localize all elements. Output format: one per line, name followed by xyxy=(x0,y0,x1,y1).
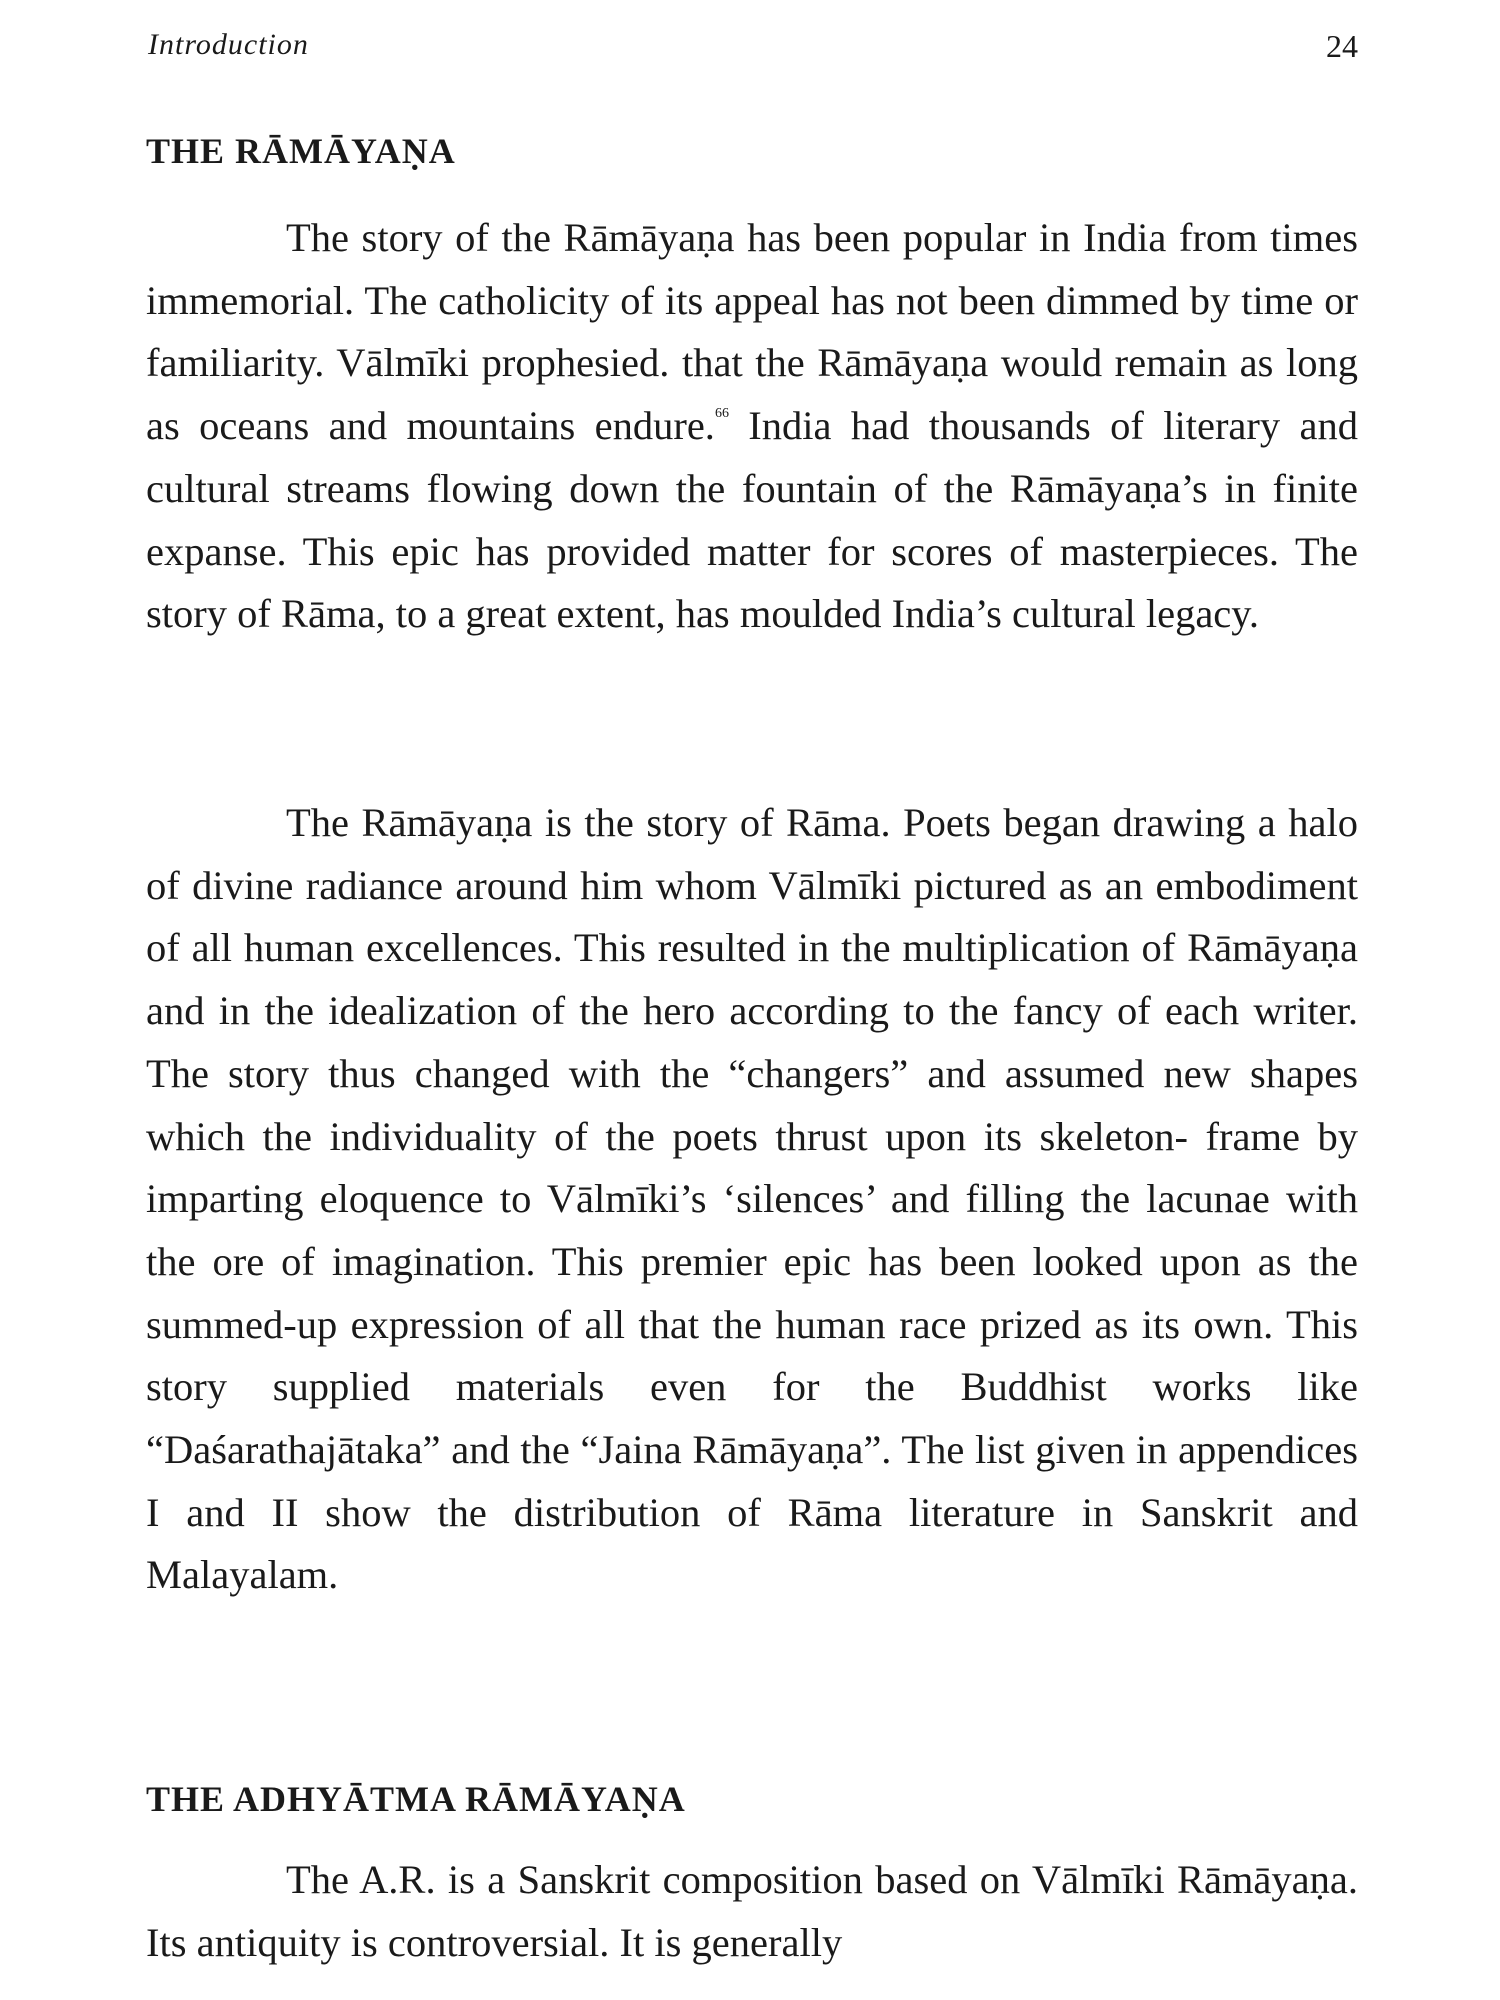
paragraph-1 xyxy=(146,207,1358,646)
footnote-ref-66: 66 xyxy=(714,406,729,422)
paragraph-1-text-cont: India had thousands of literary and cultural streams flowing down the fountain of the Rāmāyaṇa’s in finite expanse. This epic has provided matter for scores of masterpieces. The story of Rāma, to a great extent, has moulded India’s cultural legacy. xyxy=(146,403,1358,637)
paragraph-3: The A.R. is a Sanskrit composition based on Vālmīki Rāmāyaṇa. Its antiquity is controversial. It is generally xyxy=(146,1857,1358,1965)
running-head: Introduction xyxy=(148,28,309,61)
page-number: 24 xyxy=(1326,28,1358,64)
paragraph-1-text: The story of the Rāmāyaṇa has been popular in India from times immemorial. The catholicity of its appeal has not been dimmed by time or familiarity. Vālmīki prophesied. that the Rāmāyaṇa would remain as long as oceans and mountains endure. xyxy=(146,215,1358,449)
paragraph-2: The Rāmāyaṇa is the story of Rāma. Poets began drawing a halo of divine radiance around him whom Vālmīki pictured as an embodiment of all human excellences. This resulted in the multiplication of Rāmāyaṇa and in the idealization of the hero according to the fancy of each writer. The story thus changed with the “changers” and assumed new shapes which the individuality of the poets thrust upon its skeleton- frame by imparting eloquence to Vālmīki’s ‘silences’ and filling the lacunae with the ore of imagination. This premier epic has been looked upon as the summed-up expression of all that the human race prized as its own. This story supplied materials even for the Buddhist works like “Daśarathajātaka” and the “Jaina Rāmāyaṇa”. The list given in appendices I and II show the distribution of Rāma literature in Sanskrit and Malayalam. xyxy=(146,800,1358,1598)
section-heading-ramayana: THE RĀMĀYAṆA xyxy=(146,131,456,171)
section-heading-adhyatma-ramayana: THE ADHYĀTMA RĀMĀYAṆA xyxy=(146,1779,686,1819)
